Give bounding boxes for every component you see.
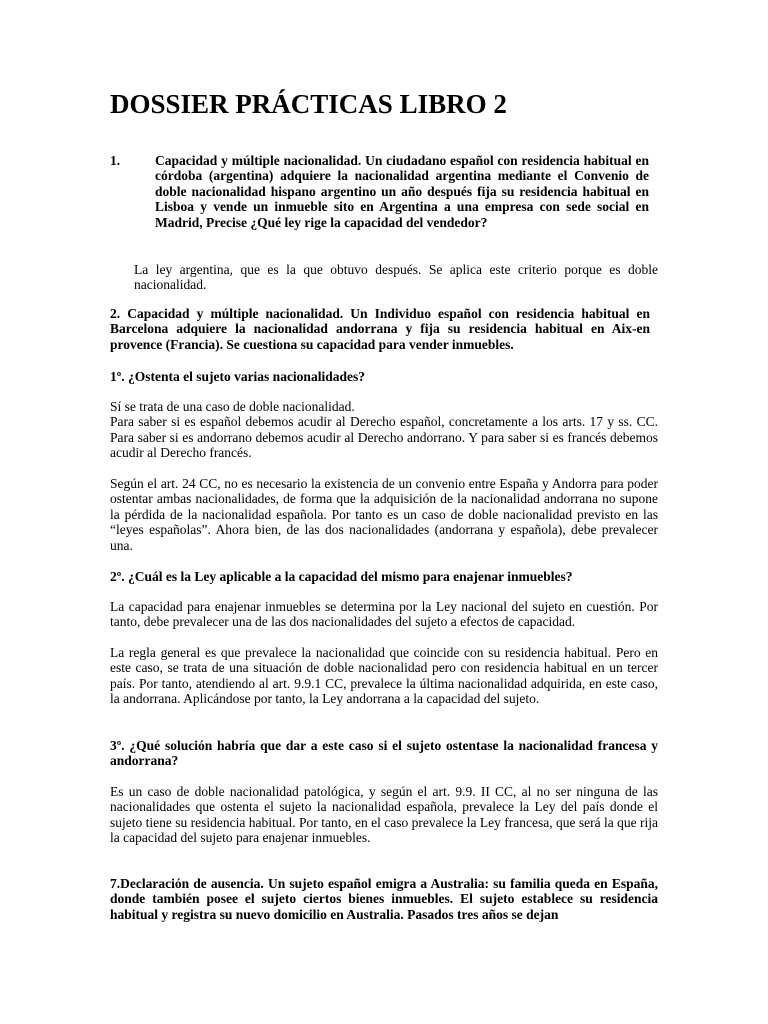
answer-1-paragraph: La ley argentina, que es la que obtuvo después. Se aplica este criterio porque es doble nacionalidad. [134,262,658,293]
subquestion-1-paragraph-2: Según el art. 24 CC, no es necesario la existencia de un convenio entre España y Andorra para poder ostentar ambas nacionalidades, de forma que la adquisición de la nacionalidad andorrana no supone la pérdida de la nacionalidad española. Por tanto es un caso de doble nacionalidad previsto en las “leyes españolas”. Ahora bien, de las dos nacionalidades (andorrana y española), debe prevalecer una. [110,476,658,553]
document-title: DOSSIER PRÁCTICAS LIBRO 2 [110,89,507,119]
paragraph-text: Para saber si es español debemos acudir al Derecho español, concretamente a los arts. 17 y ss. CC. Para saber si es andorrano debemos acudir al Derecho andorrano. Y para saber si es francés debemos acudir al Derecho francés. [110,414,658,461]
subquestion-3-paragraph-1: Es un caso de doble nacionalidad patológica, y según el art. 9.9. II CC, al no ser ninguna de las nacionalidades que ostenta el sujeto la nacionalidad española, prevalece la Ley del país donde el sujeto tiene su residencia habitual. Por tanto, en el caso prevalece la Ley francesa, que será la que rija la capacidad del sujeto para enajenar inmuebles. [110,784,658,846]
subquestion-1-heading: 1º. ¿Ostenta el sujeto varias nacionalidades? [110,369,365,384]
list-marker: 1. [110,153,121,168]
subquestion-1-paragraph-1 [110,399,658,461]
question-1-text: Capacidad y múltiple nacionalidad. Un ciudadano español con residencia habitual en córdoba (argentina) adquiere la nacionalidad argentina mediante el Convenio de doble nacionalidad hispano argentino un año después fija su residencia habitual en Lisboa y vende un inmueble sito en Argentina a una empresa con sede social en Madrid, Precise ¿Qué ley rige la capacidad del vendedor? [155,153,649,230]
subquestion-2-paragraph-2: La regla general es que prevalece la nacionalidad que coincide con su residencia habitual. Pero en este caso, se trata de una situación de doble nacionalidad pero con residencia habitual en un tercer país. Por tanto, atendiendo al art. 9.9.1 CC, prevalece la última nacionalidad adquirida, en este caso, la andorrana. Aplicándose por tanto, la Ley andorrana a la capacidad del sujeto. [110,645,658,707]
question-7-heading: 7.Declaración de ausencia. Un sujeto español emigra a Australia: su familia queda en España, donde también posee el sujeto ciertos bienes inmuebles. El sujeto establece su residencia habitual y registra su nuevo domicilio en Australia. Pasados tres años se dejan [110,876,658,922]
paragraph-line: Sí se trata de una caso de doble nacionalidad. [110,399,355,414]
question-2-heading: 2. Capacidad y múltiple nacionalidad. Un Individuo español con residencia habitual en Barcelona adquiere la nacionalidad andorrana y fija su residencia habitual en Aix-en provence (Francia). Se cuestiona su capacidad para vender inmuebles. [110,306,650,352]
subquestion-2-heading: 2º. ¿Cuál es la Ley aplicable a la capacidad del mismo para enajenar inmuebles? [110,569,573,584]
subquestion-3-heading: 3º. ¿Qué solución habría que dar a este caso si el sujeto ostentase la nacionalidad francesa y andorrana? [110,738,658,769]
subquestion-2-paragraph-1: La capacidad para enajenar inmuebles se determina por la Ley nacional del sujeto en cuestión. Por tanto, debe prevalecer una de las dos nacionalidades del sujeto a efectos de capacidad. [110,599,658,630]
